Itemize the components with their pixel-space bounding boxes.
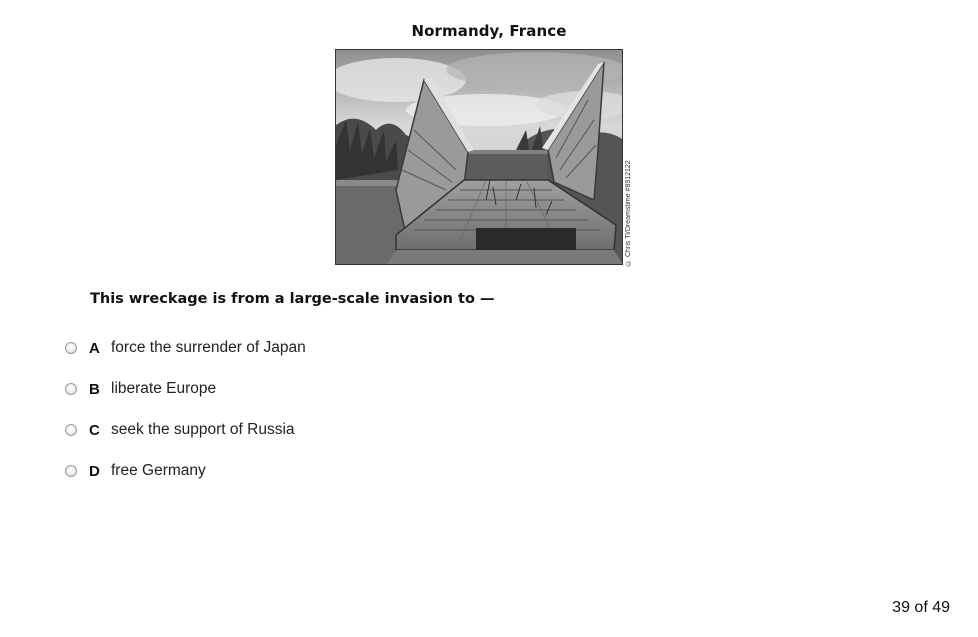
page-counter: 39 of 49 [892,599,950,616]
option-text: liberate Europe [111,380,217,397]
option-letter: A [89,339,100,357]
radio-button-icon[interactable] [65,465,77,477]
radio-button-icon[interactable] [65,342,77,354]
answer-option-a[interactable] [65,338,306,358]
radio-button-icon[interactable] [65,424,77,436]
option-text: force the surrender of Japan [111,339,306,356]
answer-option-b[interactable] [65,379,216,399]
option-text: seek the support of Russia [111,421,295,438]
option-letter: C [89,421,100,439]
photo-credit: © Chris Tl/Dreamstime #8912122 [625,160,632,266]
option-text: free Germany [111,462,206,479]
option-letter: B [89,380,100,398]
option-letter: D [89,462,100,480]
answer-option-c[interactable] [65,420,295,440]
landing-craft-illustration [336,50,623,265]
radio-button-icon[interactable] [65,383,77,395]
question-stem: This wreckage is from a large-scale invasion to — [90,291,495,307]
answer-option-d[interactable] [65,461,206,481]
wreckage-photo [335,49,623,265]
image-caption: Normandy, France [411,22,567,40]
